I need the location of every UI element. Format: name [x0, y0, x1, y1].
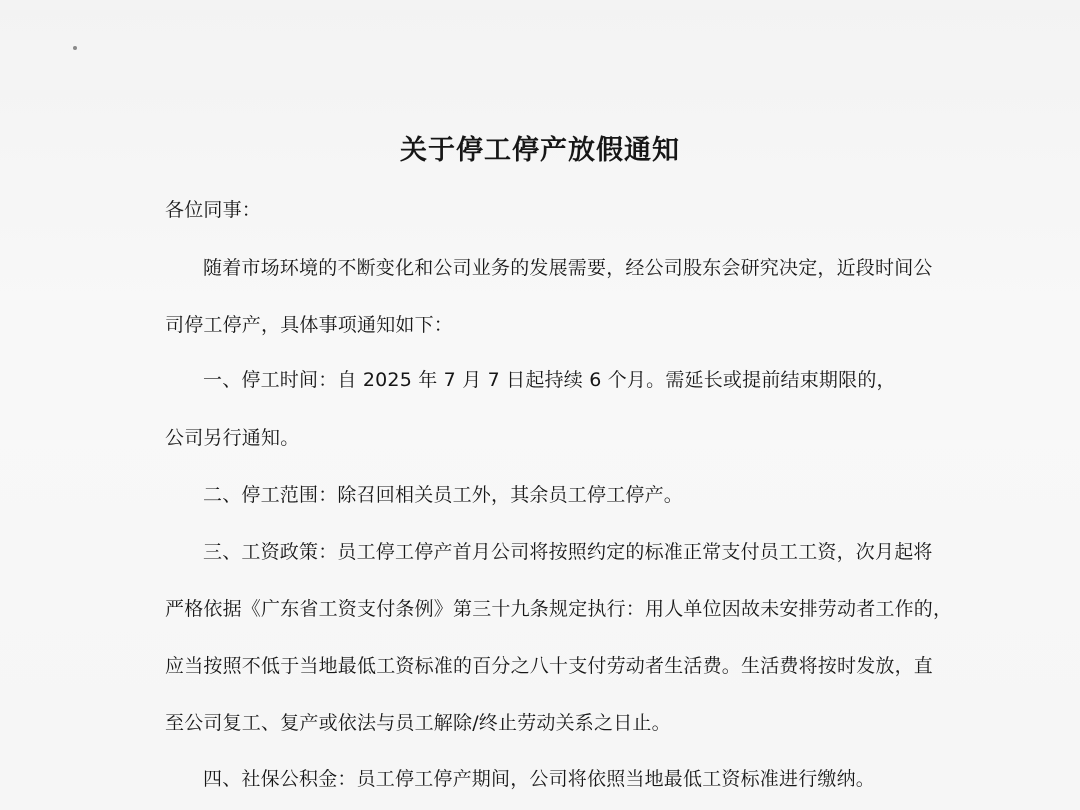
notice-title: 关于停工停产放假通知 [400, 135, 680, 166]
salutation: 各位同事： [165, 199, 262, 221]
paragraph-line: 司停工停产，具体事项通知如下： [165, 314, 454, 336]
item-4-line: 四、社保公积金：员工停工停产期间，公司将依照当地最低工资标准进行缴纳。 [203, 768, 876, 790]
item-1-line: 一、停工时间：自 2025 年 7 月 7 日起持续 6 个月。需延长或提前结束期限的， [203, 369, 896, 391]
paragraph-line: 随着市场环境的不断变化和公司业务的发展需要，经公司股东会研究决定，近段时间公 [203, 257, 933, 279]
item-3-line: 应当按照不低于当地最低工资标准的百分之八十支付劳动者生活费。生活费将按时发放，直 [165, 655, 934, 677]
item-2-line: 二、停工范围：除召回相关员工外，其余员工停工停产。 [203, 484, 684, 506]
item-3-line: 至公司复工、复产或依法与员工解除/终止劳动关系之日止。 [165, 712, 671, 734]
item-1-line: 公司另行通知。 [165, 427, 300, 449]
item-3-line: 三、工资政策：员工停工停产首月公司将按照约定的标准正常支付员工工资，次月起将 [203, 541, 933, 563]
item-3-line: 严格依据《广东省工资支付条例》第三十九条规定执行：用人单位因故未安排劳动者工作的， [165, 598, 953, 620]
scan-speck [73, 46, 77, 50]
